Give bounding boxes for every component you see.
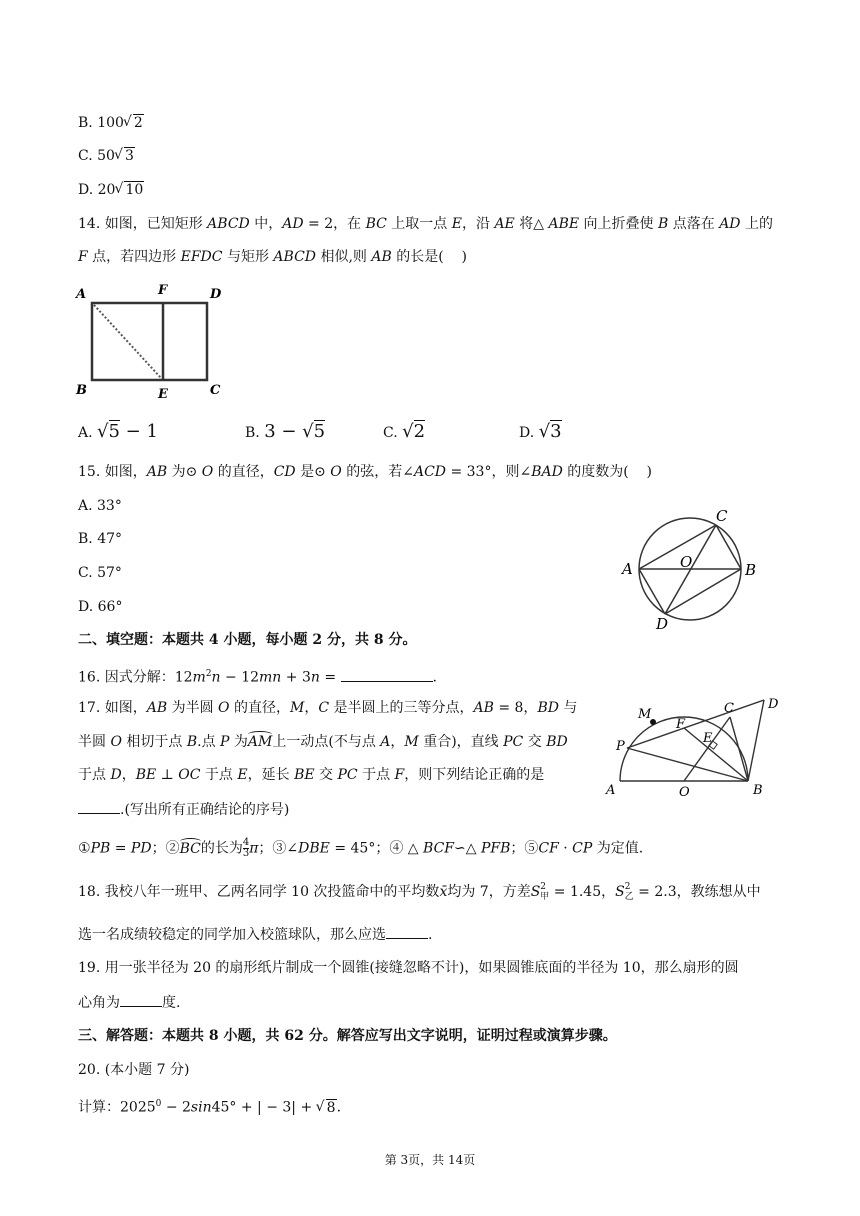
q18-stem-line2: 选一名成绩较稳定的同学加入校篮球队，那么应选 .: [78, 924, 432, 945]
q14-option-c: C. √2: [383, 421, 426, 442]
q15-label-b: B: [745, 561, 757, 579]
q14-label-d: D: [210, 287, 222, 302]
q17-label-p: P: [616, 739, 625, 754]
q20-header: 20. (本小题 7 分): [78, 1062, 190, 1078]
q17-label-o: O: [679, 785, 690, 800]
q20-body: 计算：$2025^0 - 2\sin 45^\circ$ + | − 3| + √ 8.: [78, 1094, 341, 1118]
q15-option-c: C. 57°: [78, 565, 122, 581]
q16-stem: 16. 因式分解：$12m^2n - 12mn + 3n$ = .: [78, 664, 437, 688]
q14-label-c: C: [210, 383, 221, 398]
q14-label-a: A: [76, 287, 87, 302]
q15-label-d: D: [656, 615, 669, 633]
q17-label-a: A: [606, 783, 616, 798]
q15-label-o: O: [680, 553, 693, 571]
q14-label-b: B: [76, 383, 87, 398]
q17-conclusions: ①PB = PD；② BC的长为 $\frac{4}{3}$ π；③∠DBE = 45°；④ △ BCF∽△ PFB；⑤CF · CP 为定值.: [78, 837, 644, 859]
q13-option-b: B. 100√ 2: [78, 113, 144, 133]
q19-stem-line2: 心角为 度.: [78, 992, 180, 1013]
q14-option-d: D. √3: [519, 421, 562, 442]
q17-stem-line3: 于点 D，BE ⊥ OC 于点 E，延长 BE 交 PC 于点 F，则下列结论正确的是: [78, 767, 545, 783]
q19-stem-line1: 19. 用一张半径为 20 的扇形纸片制成一个圆锥(接缝忽略不计)，如果圆锥底面的半径为 10，那么扇形的圆: [78, 960, 739, 976]
q17-label-b: B: [753, 783, 763, 798]
q14-label-e: E: [158, 387, 168, 402]
q15-label-a: A: [622, 560, 633, 578]
q15-circle-figure: [618, 505, 768, 635]
q18-stem-line1: 18. 我校八年一班甲、乙两名同学 10 次投篮命中的平均数x̄均为 7，方差S 2 甲 = 1.45，S 2 乙 = 2.3，教练想从中: [78, 882, 761, 902]
q17-stem-line1: 17. 如图，AB 为半圆 O 的直径，M，C 是半圆上的三等分点，AB = 8，BD 与: [78, 700, 578, 716]
q14-stem-line2: F 点，若四边形 EFDC 与矩形 ABCD 相似,则 AB 的长是( ): [78, 249, 467, 265]
section-2-heading: 二、填空题：本题共 4 小题，每小题 2 分，共 8 分。: [78, 632, 417, 648]
q17-label-f: F: [676, 717, 686, 732]
q17-semicircle-figure: [602, 690, 792, 802]
q15-option-d: D. 66°: [78, 599, 123, 615]
q17-label-e: E: [703, 731, 713, 746]
q15-option-b: B. 47°: [78, 531, 123, 547]
q17-stem-line4: .(写出所有正确结论的序号): [78, 799, 289, 820]
q14-option-a: A. √5 − 1: [78, 421, 158, 442]
q14-option-b: B. 3 − √5: [245, 421, 326, 442]
q17-label-c: C: [724, 701, 734, 716]
q15-stem: 15. 如图，AB 为⊙ O 的直径，CD 是⊙ O 的弦，若∠ACD = 33°，则∠BAD 的度数为( ): [78, 464, 652, 480]
q13-option-c: C. 50√ 3: [78, 146, 135, 166]
q15-option-a: A. 33°: [78, 498, 122, 514]
q13-option-d: D. 20√ 10: [78, 180, 144, 200]
section-3-heading: 三、解答题：本题共 8 小题，共 62 分。解答应写出文字说明，证明过程或演算步骤。: [78, 1028, 617, 1044]
q17-stem-line2: 半圆 O 相切于点 B.点 P 为 AM上一动点(不与点 A，M 重合)，直线 PC 交 BD: [78, 732, 568, 752]
q14-stem-line1: 14. 如图，已知矩形 ABCD 中，AD = 2，在 BC 上取一点 E，沿 AE 将△ ABE 向上折叠使 B 点落在 AD 上的: [78, 216, 773, 232]
q17-label-m: M: [638, 707, 652, 722]
q15-label-c: C: [716, 507, 728, 525]
q14-rectangle-figure: [72, 278, 232, 404]
page-footer: 第 3页，共 14页: [384, 1153, 476, 1167]
q14-label-f: F: [158, 283, 168, 298]
q17-label-d: D: [768, 697, 779, 712]
